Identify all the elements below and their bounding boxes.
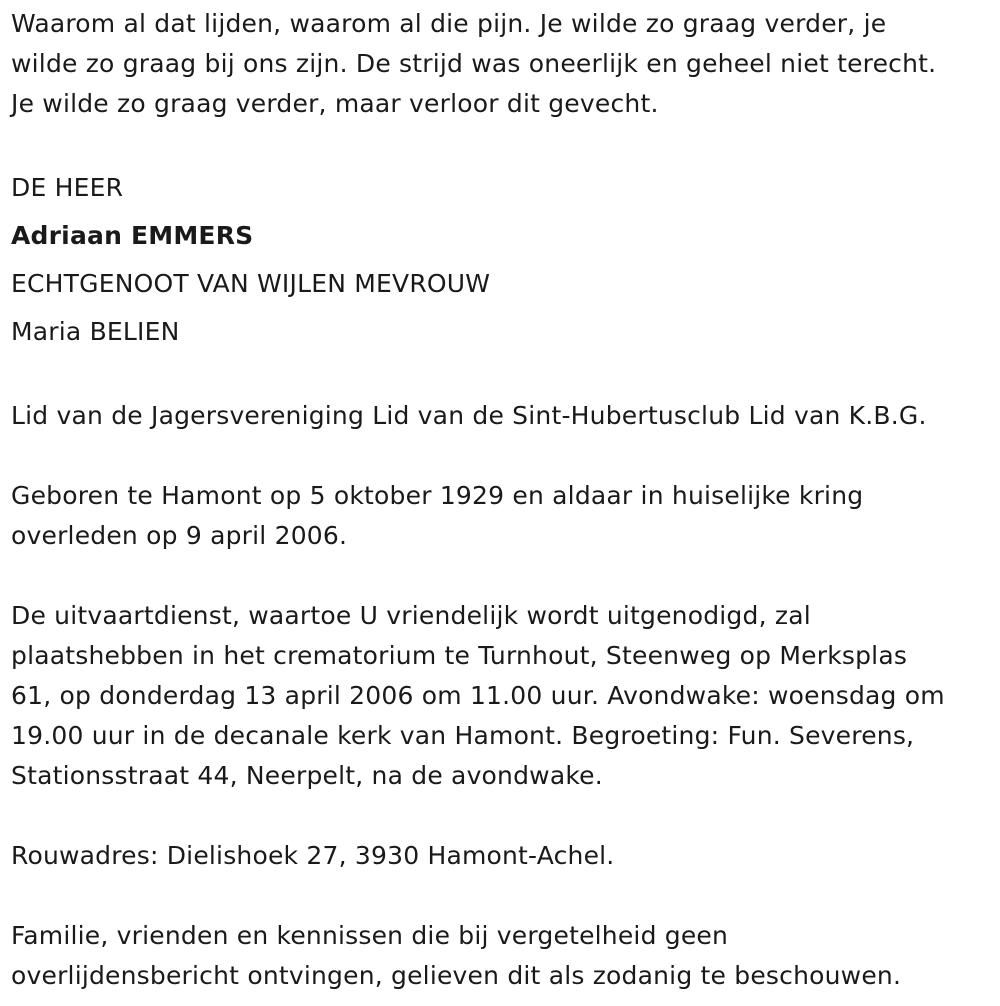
deceased-identity	[11, 164, 996, 356]
address-paragraph	[11, 836, 996, 876]
closing-line: overlijdensbericht ontvingen, gelieven dit als zodanig te beschouwen.	[11, 961, 902, 990]
closing-line: Familie, vrienden en kennissen die bij vergetelheid geen	[11, 921, 729, 950]
spacer	[11, 876, 996, 916]
spacer	[11, 436, 996, 476]
membership-line: Lid van de Jagersvereniging Lid van de Sint-Hubertusclub Lid van K.B.G.	[11, 401, 927, 430]
memberships-paragraph	[11, 396, 996, 436]
address-line: Rouwadres: Dielishoek 27, 3930 Hamont-Achel.	[11, 841, 615, 870]
spacer	[11, 556, 996, 596]
funeral-line: 19.00 uur in de decanale kerk van Hamont. Begroeting: Fun. Severens,	[11, 721, 915, 750]
spouse-name: Maria BELIEN	[11, 317, 180, 346]
closing-paragraph	[11, 916, 996, 996]
deceased-name: Adriaan EMMERS	[11, 221, 254, 250]
salutation: DE HEER	[11, 173, 124, 202]
birth-death-line: overleden op 9 april 2006.	[11, 521, 348, 550]
spacer	[11, 124, 996, 164]
birth-death-line: Geboren te Hamont op 5 oktober 1929 en aldaar in huiselijke kring	[11, 481, 864, 510]
poem-line: Je wilde zo graag verder, maar verloor dit gevecht.	[11, 89, 659, 118]
poem-paragraph	[11, 4, 996, 124]
funeral-line: plaatshebben in het crematorium te Turnhout, Steenweg op Merksplas	[11, 641, 908, 670]
funeral-line: 61, op donderdag 13 april 2006 om 11.00 uur. Avondwake: woensdag om	[11, 681, 945, 710]
funeral-line: Stationsstraat 44, Neerpelt, na de avondwake.	[11, 761, 603, 790]
funeral-paragraph	[11, 596, 996, 796]
spacer	[11, 796, 996, 836]
poem-line: wilde zo graag bij ons zijn. De strijd was oneerlijk en geheel niet terecht.	[11, 49, 937, 78]
birth-death-paragraph	[11, 476, 996, 556]
funeral-line: De uitvaartdienst, waartoe U vriendelijk wordt uitgenodigd, zal	[11, 601, 811, 630]
poem-line: Waarom al dat lijden, waarom al die pijn. Je wilde zo graag verder, je	[11, 9, 887, 38]
obituary-notice	[11, 4, 996, 996]
relation-label: ECHTGENOOT VAN WIJLEN MEVROUW	[11, 269, 491, 298]
spacer	[11, 356, 996, 396]
